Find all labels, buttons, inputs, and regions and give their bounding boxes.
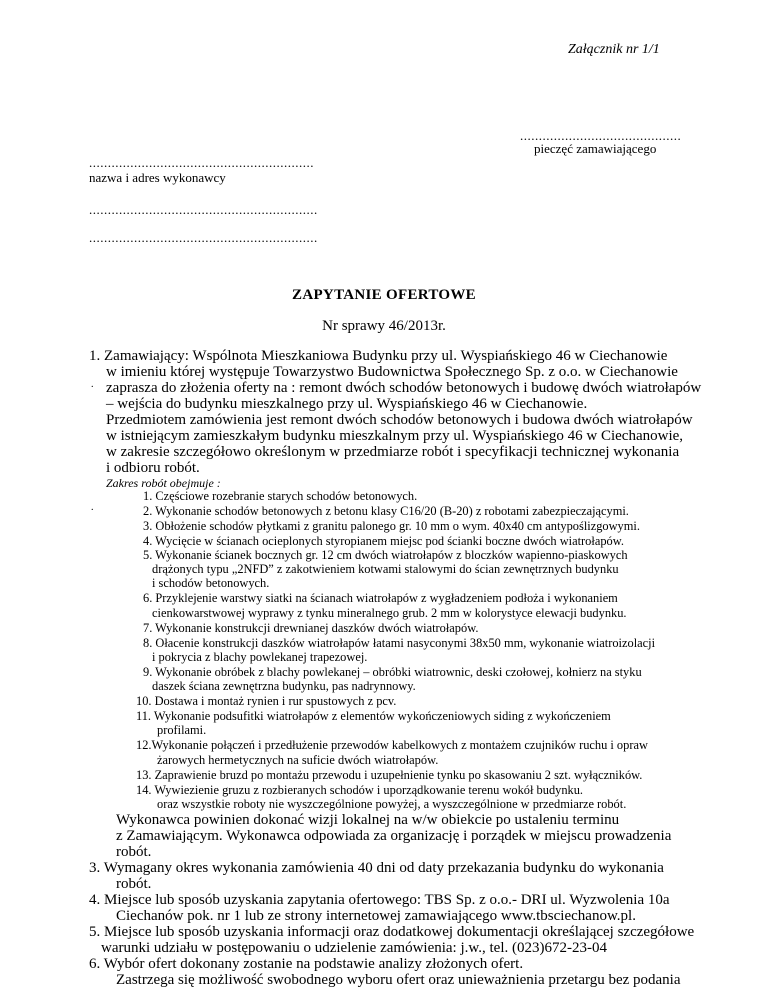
- marker-dot-2: .: [91, 502, 94, 513]
- work-item: profilami.: [157, 723, 207, 738]
- section-3-line: 3. Wymagany okres wykonania zamówienia 40 dni od daty przekazania budynku do wykonania: [89, 859, 664, 876]
- section-1-line: w imieniu której występuje Towarzystwo Budownictwa Społecznego Sp. z o.o. w Ciechanowie: [106, 363, 678, 380]
- section-1-line: w istniejącym zamieszkałym budynku mieszkalnym przy ul. Wyspiańskiego 46 w Ciechanowie,: [106, 427, 684, 444]
- work-item: 12.Wykonanie połączeń i przedłużenie przewodów kabelkowych z montażem czujników ruchu i opraw: [136, 738, 648, 753]
- work-item: i schodów betonowych.: [152, 576, 270, 591]
- section-1-line: zaprasza do złożenia oferty na : remont dwóch schodów betonowych i budowę dwóch wiatrołapów: [106, 379, 702, 396]
- work-item: 11. Wykonanie podsufitki wiatrołapów z elementów wykończeniowych siding z wykończeniem: [136, 709, 611, 724]
- section-2-line: robót.: [116, 843, 152, 860]
- section-5-line: 5. Miejsce lub sposób uzyskania informacji oraz dodatkowej dokumentacji określającej szczegółowe: [89, 923, 695, 940]
- work-item: 9. Wykonanie obróbek z blachy powlekanej – obróbki wiatrownic, deski czołowej, kołnierz na styku: [143, 664, 642, 679]
- work-item: 4. Wycięcie w ścianach ocieplonych styropianem miejsc pod ścianki boczne dwóch wiatrołapów.: [143, 534, 624, 549]
- case-number: Nr sprawy 46/2013r.: [322, 318, 446, 334]
- section-6-line: 6. Wybór ofert dokonany zostanie na podstawie analizy złożonych ofert.: [89, 955, 524, 972]
- scope-heading: Zakres robót obejmuje :: [106, 475, 221, 490]
- work-item: 2. Wykonanie schodów betonowych z betonu klasy C16/20 (B-20) z robotami zabezpieczającymi.: [143, 503, 629, 518]
- stamp-label: pieczęć zamawiającego: [534, 141, 657, 156]
- work-item: cienkowarstwowej wyprawy z tynku mineralnego grub. 2 mm w kolorystyce elewacji budynku.: [152, 605, 627, 620]
- work-item: 8. Ołacenie konstrukcji daszków wiatrołapów łatami nasyconymi 38x50 mm, wykonanie wiatroizolacji: [143, 635, 656, 650]
- section-4-line: 4. Miejsce lub sposób uzyskania zapytania ofertowego: TBS Sp. z o.o.- DRI ul. Wyzwolenia 10a: [89, 891, 670, 908]
- work-item: drążonych typu „2NFD” z zakotwieniem kotwami stalowymi do ścian zewnętrznych budynku: [152, 562, 619, 577]
- work-item: 1. Częściowe rozebranie starych schodów betonowych.: [143, 488, 418, 503]
- contractor-dotted-line: ............................................................: [89, 155, 314, 170]
- work-item: i pokrycia z blachy powlekanej trapezowej.: [152, 649, 368, 664]
- section-1-line: w zakresie szczegółowo określonym w przedmiarze robót i specyfikacji technicznej wykonania: [106, 443, 680, 460]
- work-item: oraz wszystkie roboty nie wyszczególnione powyżej, a wyszczególnione w przedmiarze robót.: [157, 796, 627, 811]
- section-1-line: i odbioru robót.: [106, 459, 200, 476]
- work-item: 13. Zaprawienie bruzd po montażu przewodu i uzupełnienie tynku po skasowaniu 2 szt. wyłączników.: [136, 767, 643, 782]
- work-item: 3. Obłożenie schodów płytkami z granitu palonego gr. 10 mm o wym. 40x40 cm antypoślizgowymi.: [143, 518, 640, 533]
- contractor-label: nazwa i adres wykonawcy: [89, 170, 226, 185]
- section-6-line: Zastrzega się możliwość swobodnego wyboru ofert oraz unieważnienia przetargu bez podania: [116, 971, 681, 988]
- stamp-dotted-line: ...........................................: [520, 128, 682, 143]
- section-2-line: Wykonawca powinien dokonać wizji lokalnej na w/w obiekcie po ustaleniu terminu: [116, 811, 620, 828]
- work-item: 14. Wywiezienie gruzu z rozbieranych schodów i uporządkowanie terenu wokół budynku.: [136, 782, 584, 797]
- work-item: 7. Wykonanie konstrukcji drewnianej daszków dwóch wiatrołapów.: [143, 620, 479, 635]
- work-item: daszek ściana zewnętrzna budynku, pas nadrynnowy.: [152, 679, 416, 694]
- section-2-line: z Zamawiającym. Wykonawca odpowiada za organizację i porządek w miejscu prowadzenia: [116, 827, 672, 844]
- work-item: 10. Dostawa i montaż rynien i rur spustowych z pcv.: [136, 694, 397, 709]
- document-title: ZAPYTANIE OFERTOWE: [292, 287, 476, 303]
- blank-line-1: .............................................................: [89, 202, 318, 217]
- work-item: 5. Wykonanie ścianek bocznych gr. 12 cm dwóch wiatrołapów z bloczków wapienno-piaskowych: [143, 548, 628, 563]
- section-1-line: 1. Zamawiający: Wspólnota Mieszkaniowa Budynku przy ul. Wyspiańskiego 46 w Ciechanowie: [89, 347, 668, 364]
- section-5-line: warunki udziału w postępowaniu o udzielenie zamówienia: j.w., tel. (023)672-23-04: [101, 939, 607, 956]
- section-1-line: – wejścia do budynku mieszkalnego przy ul. Wyspiańskiego 46 w Ciechanowie.: [106, 395, 588, 412]
- section-3-line: robót.: [116, 875, 152, 892]
- work-item: 6. Przyklejenie warstwy siatki na ścianach wiatrołapów z wygładzeniem podłoża i wykonaniem: [143, 591, 618, 606]
- section-1-line: Przedmiotem zamówienia jest remont dwóch schodów betonowych i budowa dwóch wiatrołapów: [106, 411, 693, 428]
- marker-dot-1: .: [91, 378, 94, 390]
- section-4-line: Ciechanów pok. nr 1 lub ze strony internetowej zamawiającego www.tbsciechanow.pl.: [116, 907, 636, 924]
- blank-line-2: .............................................................: [89, 230, 318, 245]
- annex-label: Załącznik nr 1/1: [568, 42, 660, 57]
- work-item: żarowych hermetycznych na suficie dwóch wiatrołapów.: [157, 752, 439, 767]
